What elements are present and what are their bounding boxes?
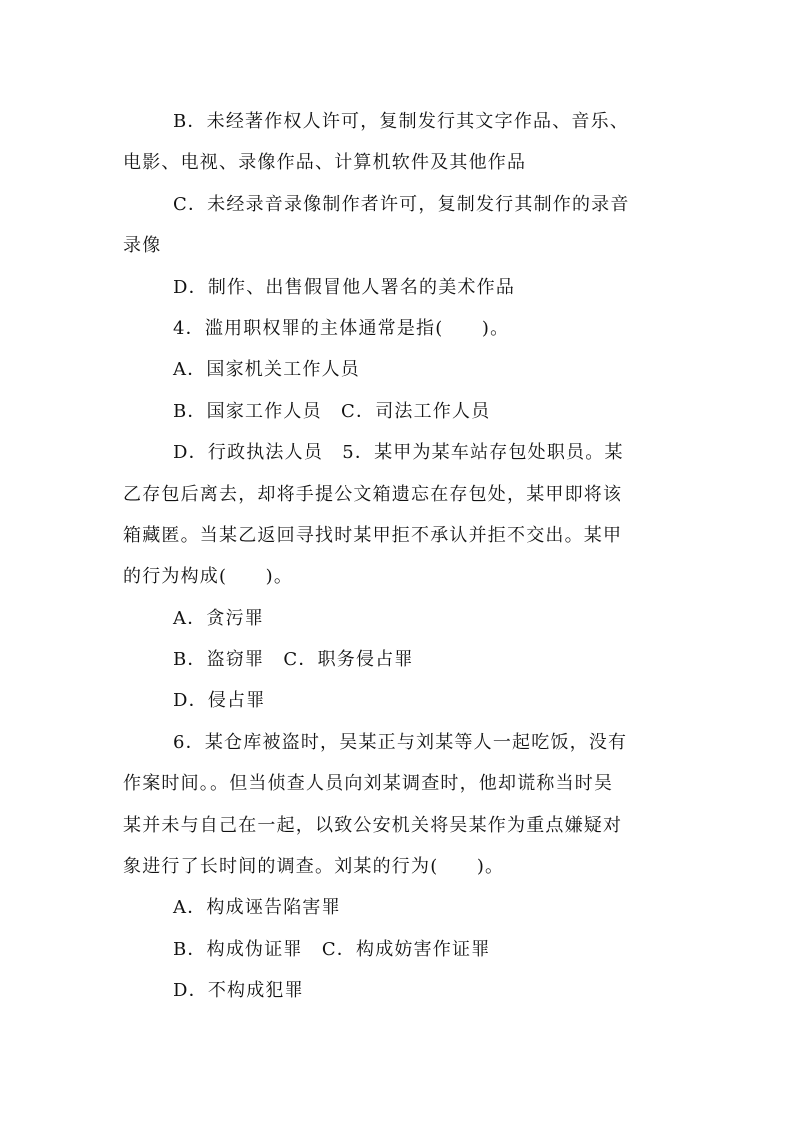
answer-option-b-copyright-text: B．未经著作权人许可，复制发行其文字作品、音乐、 <box>173 111 630 132</box>
question-4-options-b-c: B．国家工作人员 C．司法工作人员 <box>173 400 491 422</box>
question-4-option-a: A．国家机关工作人员 <box>173 359 360 381</box>
question-4: 4．滥用职权罪的主体通常是指( )。 <box>173 317 510 339</box>
question-6-text-line-3: 某并未与自己在一起，以致公安机关将吴某作为重点嫌疑对 <box>123 814 623 836</box>
question-5-text-line-4: 的行为构成( )。 <box>123 566 294 588</box>
question-6-option-d: D．不构成犯罪 <box>173 980 304 1002</box>
question-6-text-line-4: 象进行了长时间的调查。刘某的行为( )。 <box>123 856 505 878</box>
question-5-options-b-c: B．盗窃罪 C．职务侵占罪 <box>173 649 414 671</box>
question-6-text-line-2: 作案时间。。但当侦查人员向刘某调查时，他却谎称当时吴 <box>123 773 614 795</box>
document-body <box>123 101 675 1012</box>
question-6: 6．某仓库被盗时，吴某正与刘某等人一起吃饭，没有 <box>173 731 628 753</box>
answer-option-c-recording-text-continued: 录像 <box>123 235 162 257</box>
question-5-option-d: D．侵占罪 <box>173 690 266 712</box>
question-4-option-d-and-question-5: D．行政执法人员 5．某甲为某车站存包处职员。某 <box>173 442 624 464</box>
answer-option-b-copyright-text-continued: 电影、电视、录像作品、计算机软件及其他作品 <box>123 152 527 174</box>
question-5-text-line-3: 箱藏匿。当某乙返回寻找时某甲拒不承认并拒不交出。某甲 <box>123 524 623 546</box>
question-6-option-a: A．构成诬告陷害罪 <box>173 897 341 919</box>
answer-option-c-recording-text: C．未经录音录像制作者许可，复制发行其制作的录音 <box>173 193 630 215</box>
question-5-option-a: A．贪污罪 <box>173 607 264 629</box>
question-5-text-line-2: 乙存包后离去，却将手提公文箱遗忘在存包处，某甲即将该 <box>123 483 623 505</box>
question-6-options-b-c: B．构成伪证罪 C．构成妨害作证罪 <box>173 938 491 960</box>
answer-option-d-fake-signature: D．制作、出售假冒他人署名的美术作品 <box>173 276 516 298</box>
